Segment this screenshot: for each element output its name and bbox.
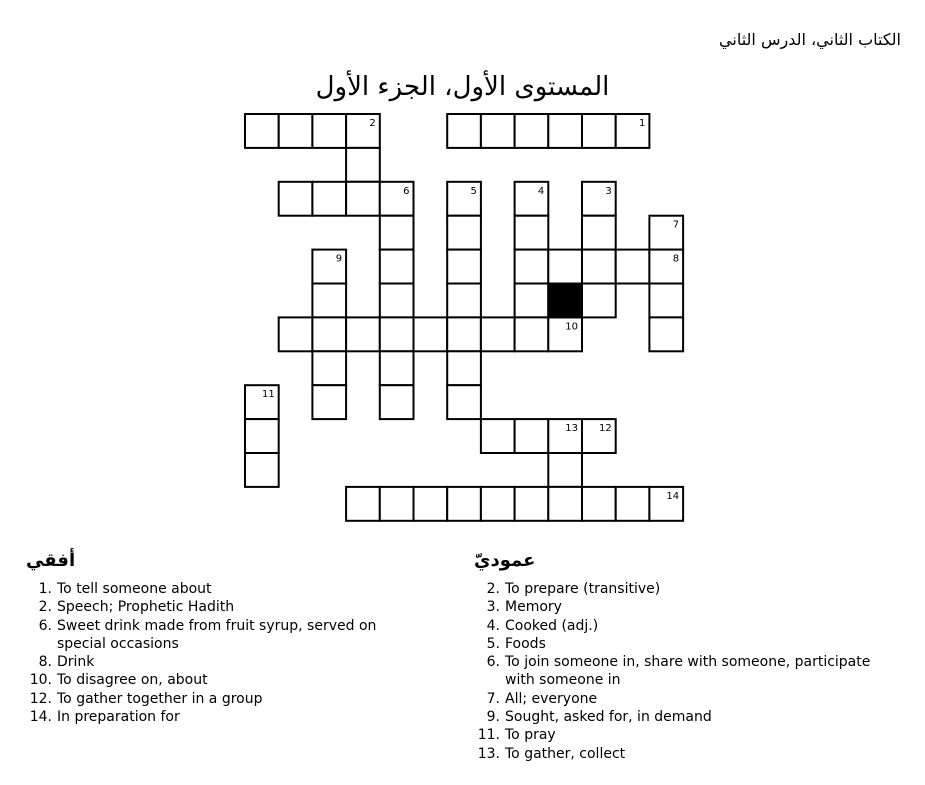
crossword-cell[interactable]: [380, 351, 414, 385]
crossword-cell[interactable]: [515, 182, 549, 216]
crossword-cell[interactable]: [447, 317, 481, 351]
clue-text: To join someone in, share with someone, participate with someone in: [505, 654, 871, 689]
crossword-cell[interactable]: [515, 216, 549, 250]
clue-text: Sweet drink made from fruit syrup, served on special occasions: [57, 617, 377, 652]
crossword-cell[interactable]: [582, 182, 616, 216]
crossword-cell[interactable]: [481, 317, 515, 351]
down-clue: [472, 726, 902, 744]
down-clue: [472, 635, 902, 653]
crossword-cell[interactable]: [245, 419, 279, 453]
cell-clue-number: 7: [672, 219, 680, 231]
crossword-cell[interactable]: [548, 250, 582, 284]
crossword-cell[interactable]: [447, 351, 481, 385]
clue-number: 6.: [486, 654, 500, 671]
clue-number: 2.: [486, 581, 500, 597]
across-clue: [24, 708, 429, 726]
book-lesson-subtitle: الكتاب الثاني، الدرس الثاني: [719, 30, 901, 49]
cell-clue-number: 4: [537, 185, 545, 197]
down-clue: [472, 708, 902, 726]
crossword-cell[interactable]: [380, 487, 414, 521]
across-clue-list: [24, 580, 429, 726]
clue-number: 12.: [29, 690, 52, 707]
across-clue: [24, 671, 429, 689]
crossword-cell[interactable]: [346, 148, 380, 182]
across-heading: أفقي: [26, 550, 76, 571]
crossword-cell[interactable]: [649, 250, 683, 284]
cell-clue-number: 9: [335, 253, 343, 265]
crossword-cell[interactable]: [245, 114, 279, 148]
clue-text: To prepare (transitive): [505, 581, 661, 597]
crossword-cell[interactable]: [312, 284, 346, 318]
crossword-cell[interactable]: [312, 317, 346, 351]
clue-number: 5.: [486, 635, 500, 652]
crossword-cell[interactable]: [380, 284, 414, 318]
clue-number: 9.: [486, 709, 500, 726]
clue-text: All; everyone: [505, 690, 598, 707]
across-clue: [24, 580, 429, 598]
crossword-cell[interactable]: [649, 216, 683, 250]
page-title: المستوى الأول، الجزء الأول: [315, 72, 610, 102]
crossword-cell[interactable]: [447, 250, 481, 284]
crossword-cell[interactable]: [616, 250, 650, 284]
crossword-cell[interactable]: [481, 487, 515, 521]
crossword-cell[interactable]: [447, 182, 481, 216]
down-clue: [472, 617, 902, 635]
crossword-cell[interactable]: [582, 419, 616, 453]
crossword-cell[interactable]: [380, 250, 414, 284]
crossword-cell[interactable]: [616, 114, 650, 148]
crossword-cell[interactable]: [312, 351, 346, 385]
clue-text: Memory: [505, 599, 562, 616]
crossword-cell[interactable]: [616, 487, 650, 521]
crossword-cell[interactable]: [312, 250, 346, 284]
clue-number: 3.: [486, 599, 500, 616]
crossword-cell[interactable]: [649, 487, 683, 521]
crossword-cell[interactable]: [346, 114, 380, 148]
cell-clue-number: 1: [639, 118, 646, 129]
clue-text: Speech; Prophetic Hadith: [57, 599, 235, 616]
crossword-cell[interactable]: [414, 487, 448, 521]
cell-clue-number: 10: [565, 321, 578, 333]
crossword-cell[interactable]: [515, 284, 549, 318]
down-heading: عموديّ: [474, 550, 536, 571]
cell-clue-number: 14: [666, 490, 680, 502]
clue-text: Drink: [57, 654, 95, 671]
down-clue-list: [472, 580, 902, 763]
clue-number: 13.: [477, 745, 500, 762]
down-clue: [472, 653, 902, 690]
cell-clue-number: 12: [598, 423, 612, 435]
crossword-cell[interactable]: [548, 114, 582, 148]
crossword-cell[interactable]: [245, 453, 279, 487]
crossword-cell[interactable]: [515, 419, 549, 453]
crossword-cell[interactable]: [447, 487, 481, 521]
clue-number: 8.: [38, 654, 52, 671]
crossword-cell[interactable]: [346, 317, 380, 351]
crossword-cell[interactable]: [245, 385, 279, 419]
clue-text: To gather, collect: [505, 745, 626, 762]
clue-number: 2.: [38, 599, 52, 616]
crossword-cell[interactable]: [548, 317, 582, 351]
clue-number: 10.: [29, 672, 52, 689]
across-clue: [24, 598, 429, 616]
clue-text: Cooked (adj.): [505, 617, 599, 634]
cell-clue-number: 13: [565, 423, 578, 435]
clue-number: 6.: [38, 617, 52, 634]
down-clue: [472, 745, 902, 763]
clue-text: To pray: [505, 727, 556, 744]
across-clue: [24, 690, 429, 708]
crossword-cell[interactable]: [515, 250, 549, 284]
clue-number: 4.: [486, 617, 500, 634]
crossword-cell[interactable]: [548, 419, 582, 453]
crossword-cell[interactable]: [312, 385, 346, 419]
crossword-cell[interactable]: [380, 317, 414, 351]
crossword-cell[interactable]: [582, 216, 616, 250]
crossword-cell[interactable]: [380, 385, 414, 419]
across-clue: [24, 653, 429, 671]
crossword-cell[interactable]: [380, 216, 414, 250]
crossword-cell[interactable]: [312, 114, 346, 148]
crossword-cell[interactable]: [582, 250, 616, 284]
crossword-cell[interactable]: [447, 114, 481, 148]
down-clue: [472, 598, 902, 616]
cell-clue-number: 2: [369, 118, 376, 129]
crossword-cell[interactable]: [481, 419, 515, 453]
down-clue: [472, 580, 902, 598]
crossword-black-cell: [548, 284, 582, 318]
crossword-cell[interactable]: [447, 385, 481, 419]
crossword-cell[interactable]: [447, 216, 481, 250]
crossword-cell[interactable]: [346, 182, 380, 216]
crossword-cell[interactable]: [346, 487, 380, 521]
cell-clue-number: 5: [470, 185, 477, 197]
crossword-cell[interactable]: [649, 284, 683, 318]
crossword-cell[interactable]: [582, 487, 616, 521]
cell-clue-number: 3: [605, 185, 612, 197]
clue-number: 1.: [38, 581, 52, 597]
crossword-cell[interactable]: [414, 317, 448, 351]
crossword-cell[interactable]: [548, 487, 582, 521]
cell-clue-number: 8: [672, 253, 680, 265]
crossword-cell[interactable]: [515, 114, 549, 148]
crossword-cell[interactable]: [279, 317, 313, 351]
crossword-cell[interactable]: [649, 317, 683, 351]
clue-text: In preparation for: [57, 709, 180, 726]
crossword-cell[interactable]: [447, 284, 481, 318]
crossword-cell[interactable]: [380, 182, 414, 216]
clue-number: 14.: [29, 709, 52, 726]
crossword-cell[interactable]: [515, 317, 549, 351]
crossword-cell[interactable]: [279, 114, 313, 148]
cell-clue-number: 11: [261, 389, 275, 401]
clue-number: 7.: [486, 690, 500, 707]
clue-number: 11.: [477, 727, 500, 744]
across-clue: [24, 617, 429, 654]
crossword-cell[interactable]: [582, 284, 616, 318]
crossword-cell[interactable]: [548, 453, 582, 487]
clue-text: Sought, asked for, in demand: [505, 709, 712, 726]
crossword-cell[interactable]: [582, 114, 616, 148]
down-clue: [472, 690, 902, 708]
crossword-cell[interactable]: [279, 182, 313, 216]
crossword-cell[interactable]: [515, 487, 549, 521]
crossword-cell[interactable]: [481, 114, 515, 148]
cell-clue-number: 6: [403, 185, 410, 197]
clue-text: Foods: [505, 635, 546, 652]
crossword-cell[interactable]: [312, 182, 346, 216]
clue-text: To tell someone about: [57, 581, 212, 597]
clue-text: To gather together in a group: [57, 690, 263, 707]
clue-text: To disagree on, about: [57, 672, 208, 689]
